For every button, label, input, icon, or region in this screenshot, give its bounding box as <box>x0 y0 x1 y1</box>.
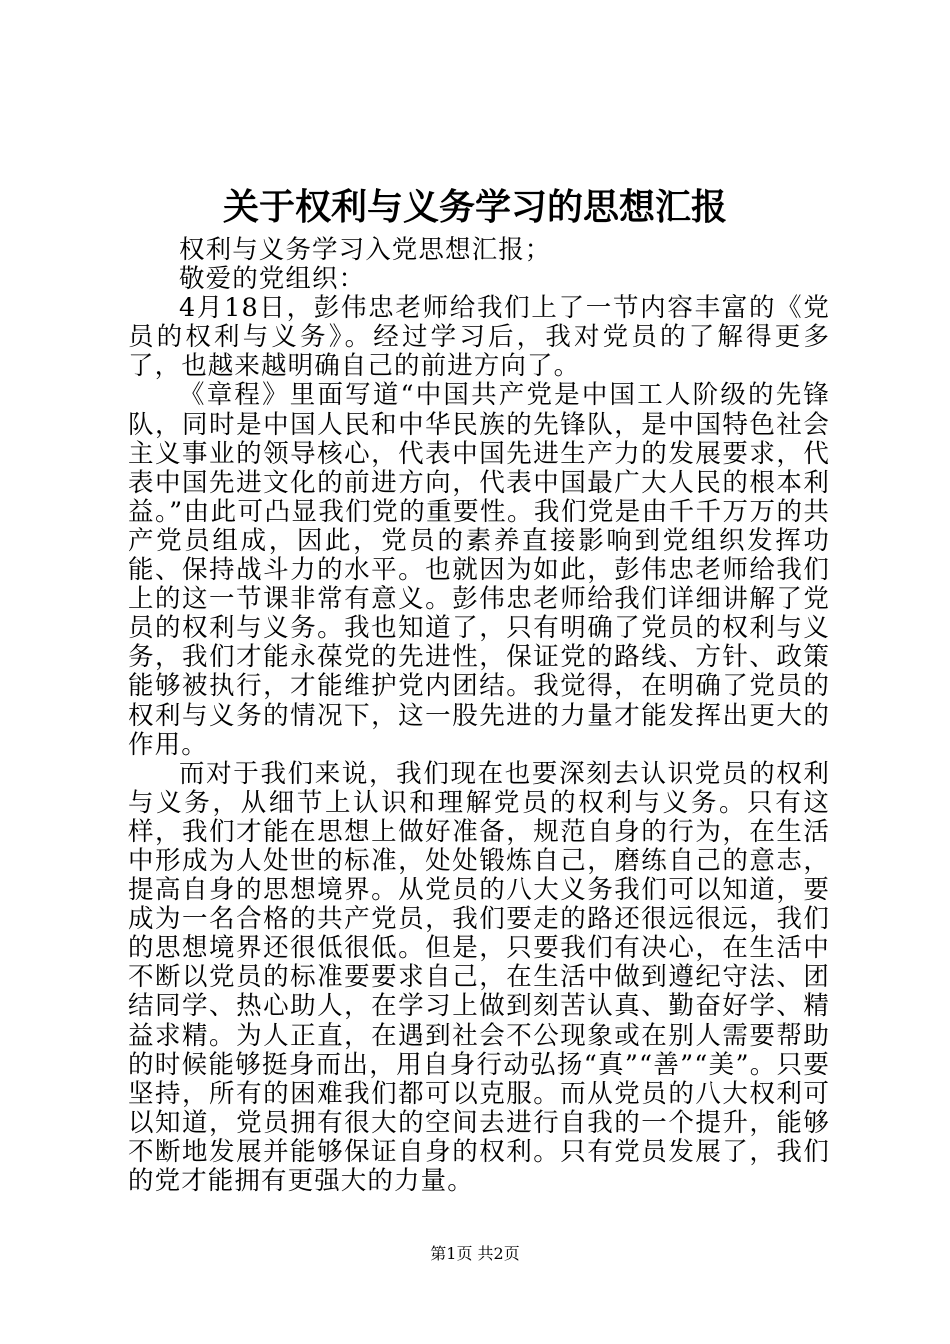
paragraph-charter: 《章程》里面写道“中国共产党是中国工人阶级的先锋队，同时是中国人民和中华民族的先锋队，是中国特色社会主义事业的领导核心，代表中国先进生产力的发展要求，代表中国先进文化的前进方向，代表中国最广大人民的根本利益。”由此可凸显我们党的重要性。我们党是由千千万万的共产党员组成，因此，党员的素养直接影响到党组织发挥功能、保持战斗力的水平。也就因为如此，彭伟忠老师给我们上的这一节课非常有意义。彭伟忠老师给我们详细讲解了党员的权利与义务。我也知道了，只有明确了党员的权利与义务，我们才能永葆党的先进性，保证党的路线、方针、政策能够被执行，才能维护党内团结。我觉得，在明确了党员的权利与义务的情况下，这一股先进的力量才能发挥出更大的作用。 <box>128 380 830 760</box>
paragraph-intro: 4月18日，彭伟忠老师给我们上了一节内容丰富的《党员的权利与义务》。经过学习后，我对党员的了解得更多了，也越来越明确自己的前进方向了。 <box>128 293 830 382</box>
paragraph-reflection: 而对于我们来说，我们现在也要深刻去认识党员的权利与义务，从细节上认识和理解党员的权利与义务。只有这样，我们才能在思想上做好准备，规范自身的行为，在生活中形成为人处世的标准，处处锻炼自己，磨练自己的意志，提高自身的思想境界。从党员的八大义务我们可以知道，要成为一名合格的共产党员，我们要走的路还很远很远，我们的思想境界还很低很低。但是，只要我们有决心，在生活中不断以党员的标准要要求自己，在生活中做到遵纪守法、团结同学、热心助人，在学习上做到刻苦认真、勤奋好学、精益求精。为人正直，在遇到社会不公现象或在别人需要帮助的时候能够挺身而出，用自身行动弘扬“真”“善”“美”。只要坚持，所有的困难我们都可以克服。而从党员的八大权利可以知道，党员拥有很大的空间去进行自我的一个提升，能够不断地发展并能够保证自身的权利。只有党员发展了，我们的党才能拥有更强大的力量。 <box>128 758 830 1196</box>
paragraph-salutation: 敬爱的党组织： <box>179 264 366 295</box>
document-body <box>128 236 830 1196</box>
document-title: 关于权利与义务学习的思想汇报 <box>222 187 727 228</box>
page-footer: 第1页 共2页 <box>430 1244 520 1263</box>
paragraph-subtitle: 权利与义务学习入党思想汇报； <box>179 235 552 265</box>
